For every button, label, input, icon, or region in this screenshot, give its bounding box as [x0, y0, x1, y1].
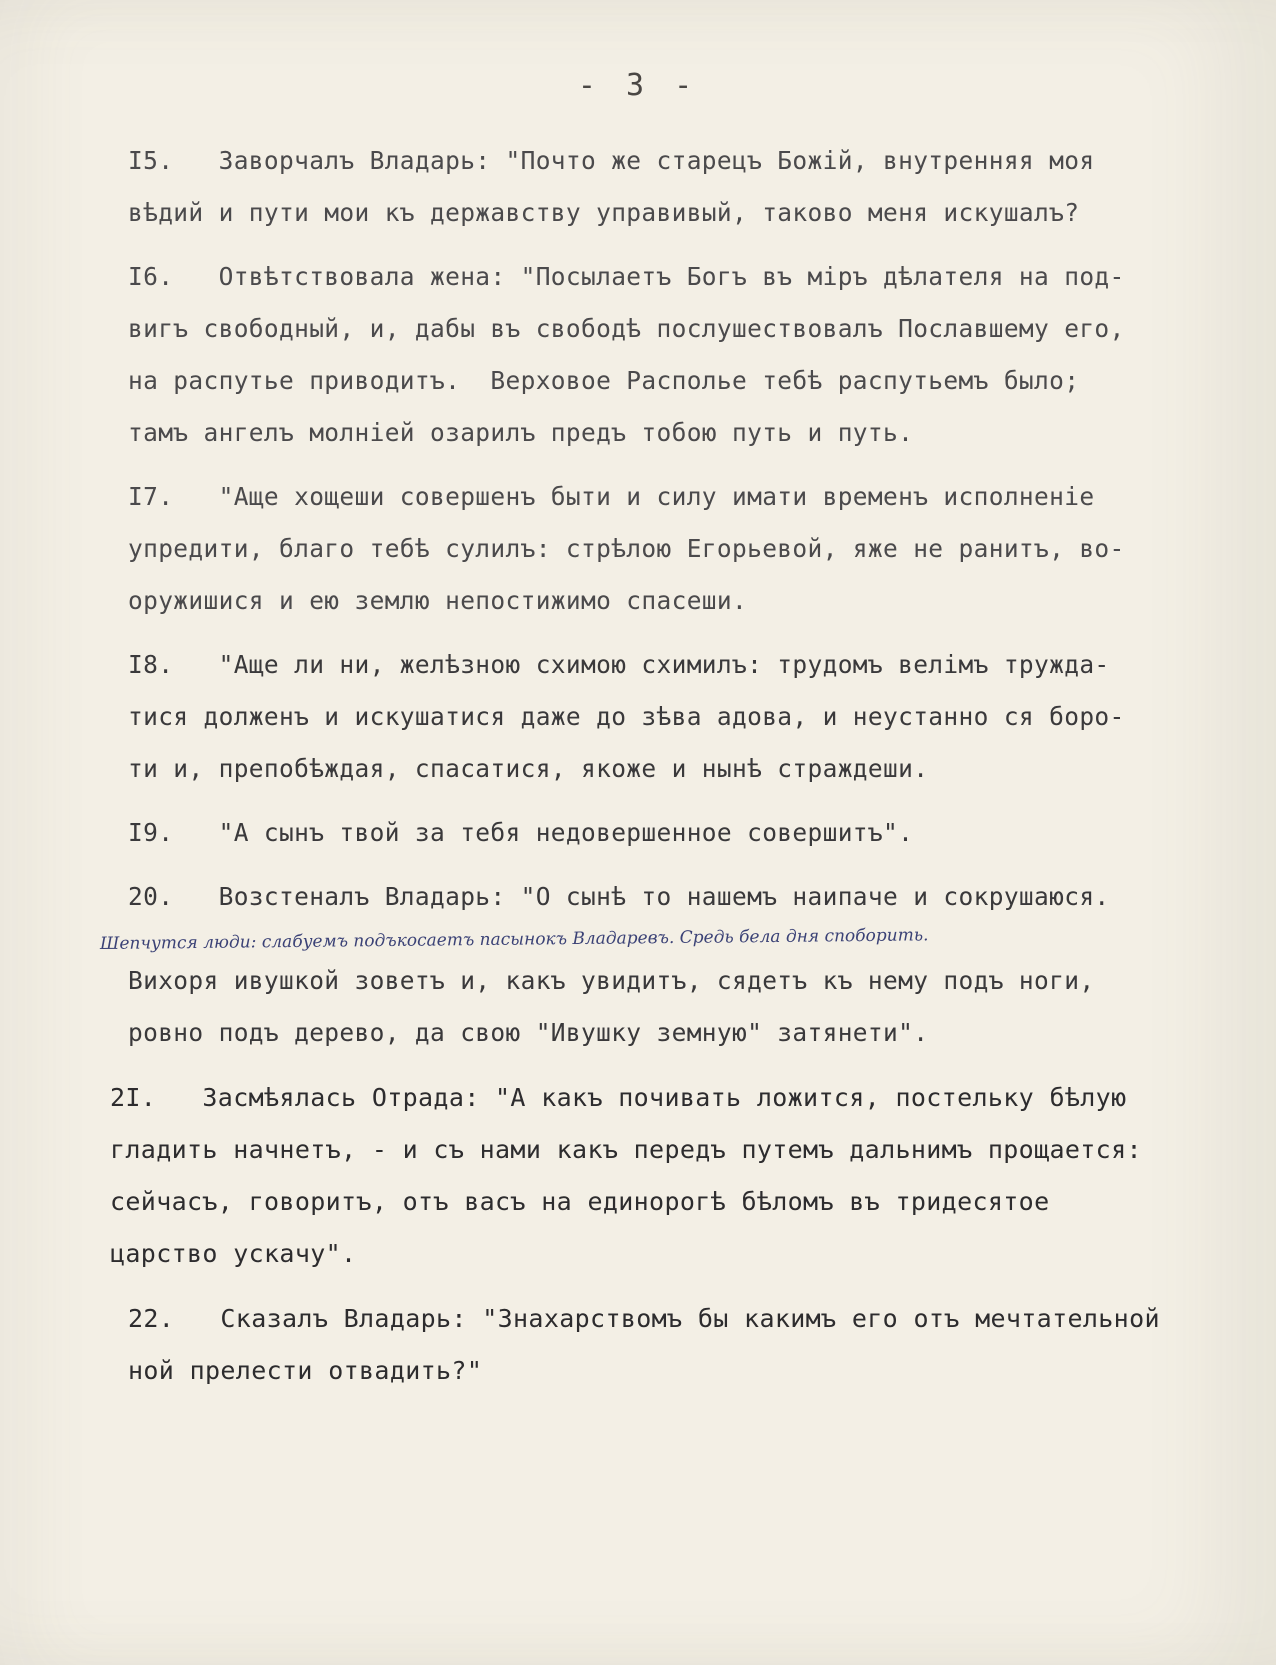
text-line: тися долженъ и искушатися даже до зѣва адова, и неустанно ся боро-	[128, 702, 1125, 731]
text-line: вѣдий и пути мои къ державству управивый, таково меня искушалъ?	[128, 198, 1080, 227]
text-line: ти и, препобѣждая, спасатися, якоже и нынѣ страждеши.	[128, 754, 929, 783]
text-line: 22. Сказалъ Владарь: "Знахарствомъ бы какимъ его отъ мечтательной	[128, 1304, 1160, 1333]
text-line: 20. Возстеналъ Владарь: "О сынѣ то нашемъ наипаче и сокрушаюся.	[128, 882, 1110, 911]
text-line: на распутье приводитъ. Верховое Располье тебѣ распутьемъ было;	[128, 366, 1080, 395]
page-number: - 3 -	[577, 68, 699, 103]
text-line: гладить начнетъ, - и съ нами какъ передъ путемъ дальнимъ прощается:	[110, 1135, 1142, 1164]
text-line: вигъ свободный, и, дабы въ свободѣ послушествовалъ Пославшему его,	[128, 314, 1125, 343]
text-line: I9. "А сынъ твой за тебя недовершенное совершитъ".	[128, 818, 914, 847]
text-line: I5. Заворчалъ Владарь: "Почто же старецъ Божій, внутренняя моя	[128, 146, 1095, 175]
text-line: 2I. Засмѣялась Отрада: "А какъ почивать ложится, постельку бѣлую	[110, 1083, 1127, 1112]
handwritten-note: Шепчутся люди: слабуемъ подъкосаетъ пасынокъ Владаревъ. Средь бела дня споборить.	[99, 925, 929, 954]
text-line: оружишися и ею землю непостижимо спасеши.	[128, 586, 748, 615]
text-line: Вихоря ивушкой зоветъ и, какъ увидитъ, сядетъ къ нему подъ ноги,	[128, 966, 1095, 995]
text-line: тамъ ангелъ молніей озарилъ предъ тобою путь и путь.	[128, 418, 914, 447]
text-line: I7. "Аще хощеши совершенъ быти и силу имати временъ исполненіе	[128, 482, 1095, 511]
text-line: царство ускачу".	[110, 1239, 357, 1268]
text-line: ной прелести отвадить?"	[128, 1356, 483, 1385]
text-line: сейчасъ, говоритъ, отъ васъ на единорогѣ бѣломъ въ тридесятое	[110, 1187, 1050, 1216]
text-line: ровно подъ дерево, да свою "Ивушку земную" затянети".	[128, 1018, 929, 1047]
text-line: I6. Отвѣтствовала жена: "Посылаетъ Богъ въ міръ дѣлателя на под-	[128, 262, 1125, 291]
text-line: I8. "Аще ли ни, желѣзною схимою схимилъ: трудомъ велімъ тружда-	[128, 650, 1110, 679]
text-line: упредити, благо тебѣ сулилъ: стрѣлою Егорьевой, яже не ранитъ, во-	[128, 534, 1125, 563]
